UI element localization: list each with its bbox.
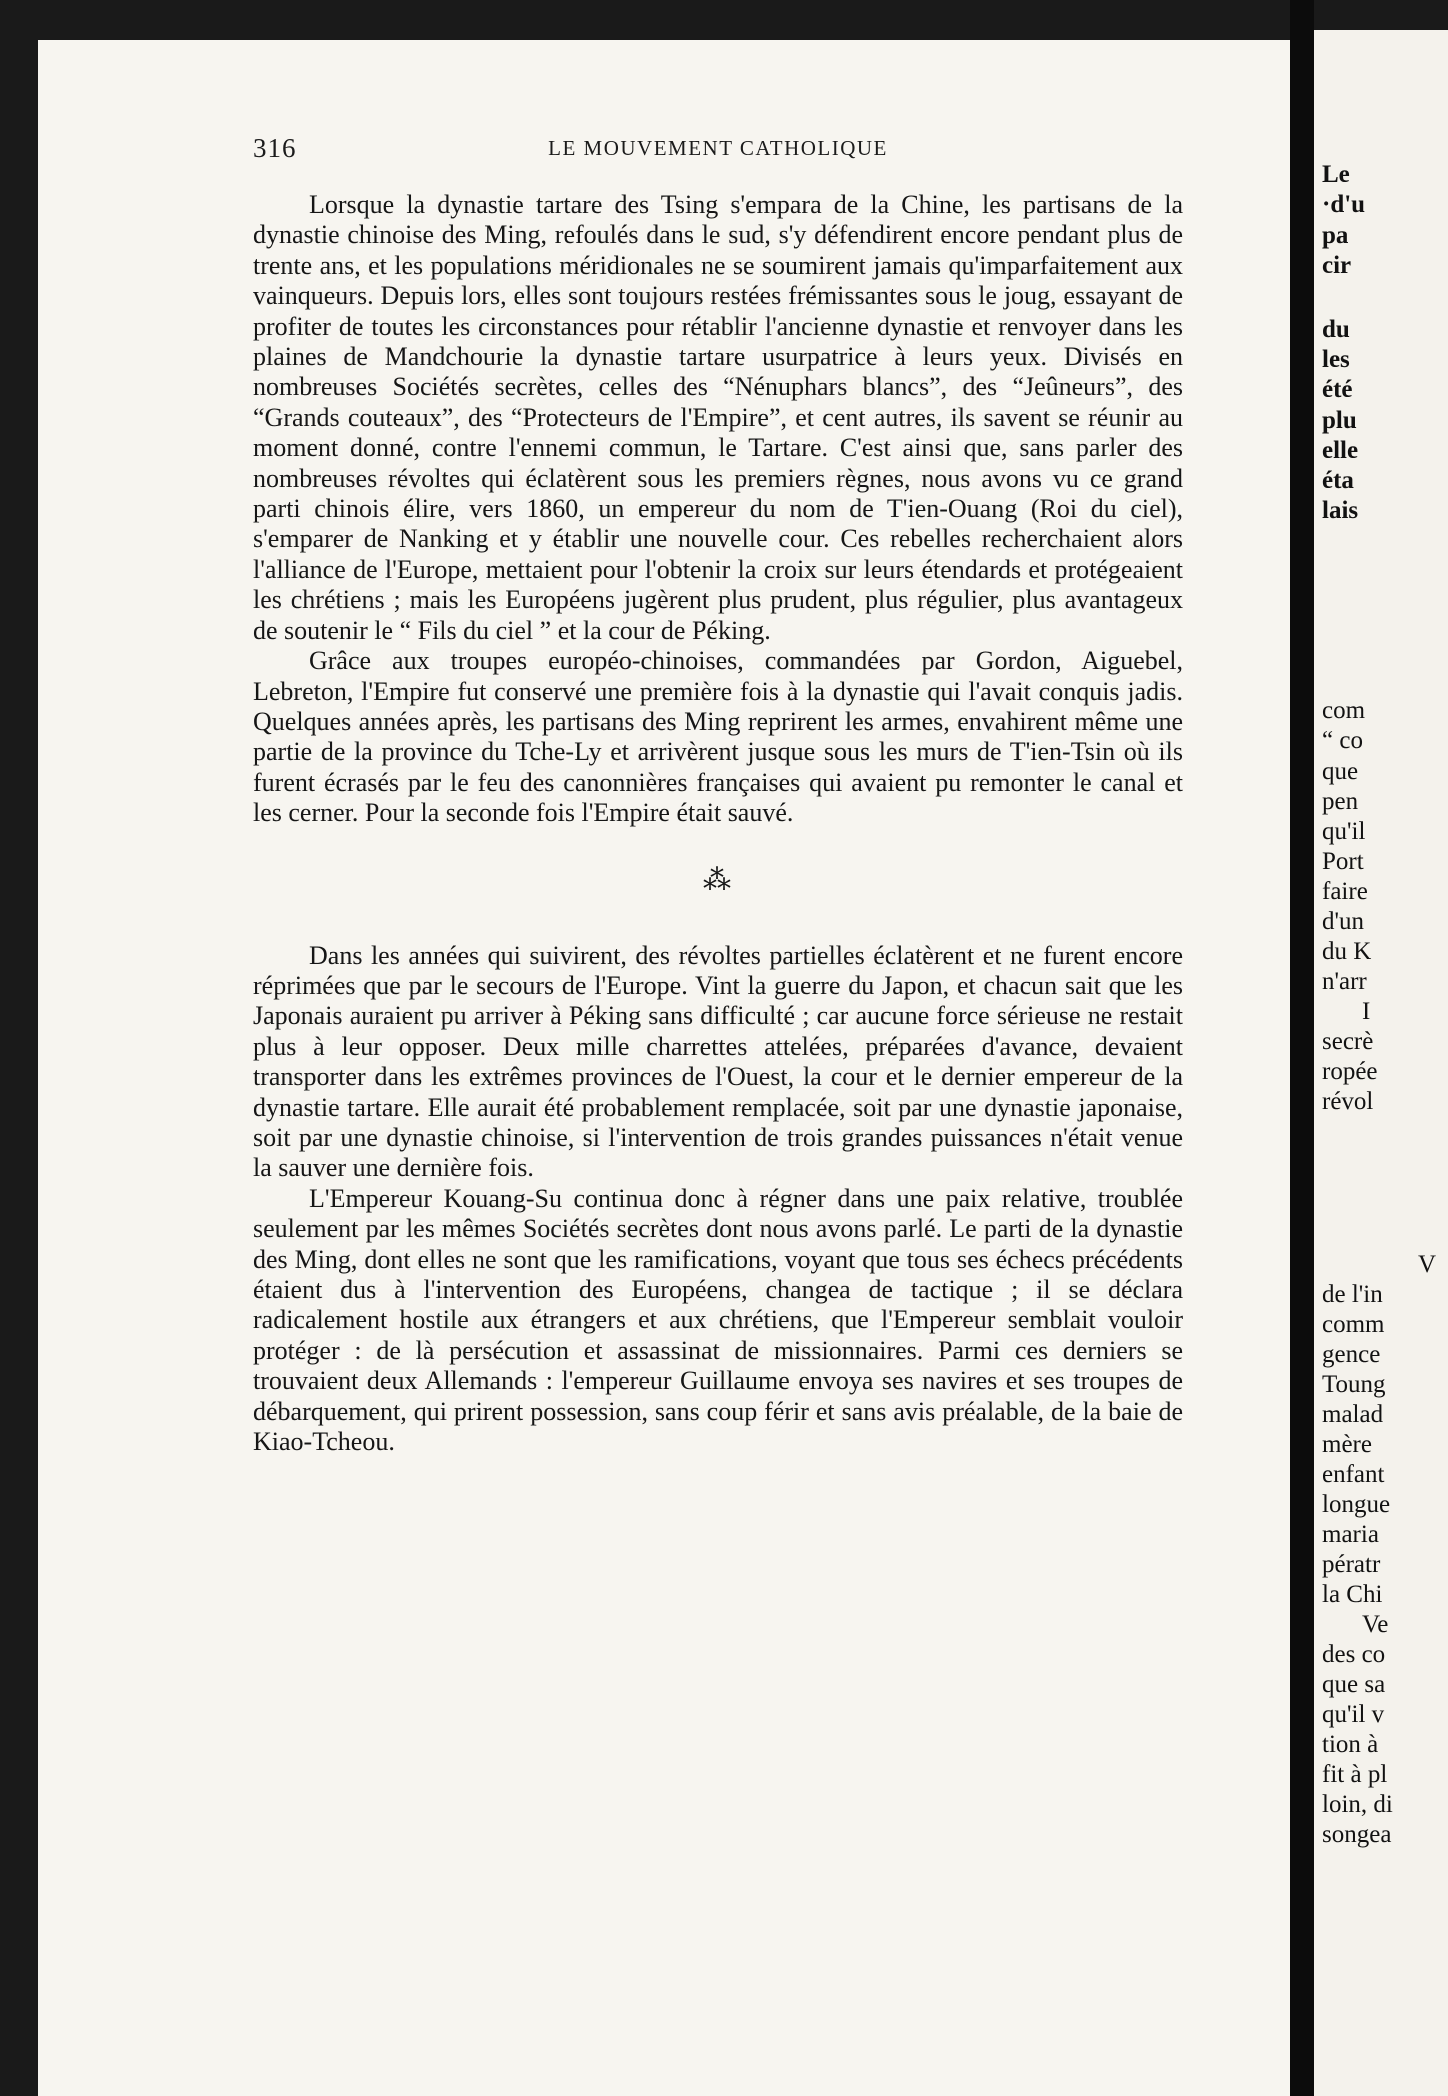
fragment-line: maria: [1322, 1521, 1379, 1548]
fragment-line: n'arr: [1322, 968, 1367, 995]
fragment-line: pératr: [1322, 1551, 1381, 1578]
fragment-line: ropée: [1322, 1058, 1378, 1085]
fragment-line: du: [1322, 316, 1350, 343]
fragment-line: gence: [1322, 1341, 1381, 1368]
fragment-line: ·d'u: [1322, 191, 1366, 218]
fragment-line: “ co: [1322, 727, 1363, 754]
fragment-line: que: [1322, 758, 1359, 785]
fragment-line: les: [1322, 346, 1350, 373]
fragment-line: fit à pl: [1322, 1761, 1388, 1788]
fragment-line: Ve: [1362, 1611, 1389, 1638]
fragment-line: pa: [1322, 222, 1349, 249]
fragment-line: de l'in: [1322, 1281, 1383, 1308]
fragment-line: qu'il: [1322, 818, 1366, 845]
page-number: 316: [253, 133, 297, 163]
book-gutter: [1290, 0, 1314, 2096]
fragment-line: I: [1362, 998, 1371, 1025]
fragment-line: pen: [1322, 788, 1359, 815]
fragment-line: loin, di: [1322, 1791, 1393, 1818]
fragment-line: des co: [1322, 1641, 1386, 1668]
fragment-line: que sa: [1322, 1671, 1386, 1698]
fragment-line: la Chi: [1322, 1581, 1383, 1608]
fragment-line: Le: [1322, 161, 1350, 188]
paragraph: Grâce aux troupes européo-chinoises, commandées par Gordon, Aiguebel, Lebreton, l'Empire fut conservé une première fois à la dynastie qui l'avait conquis jadis. Quelques années après, les partisans des Ming reprirent les armes, envahirent même une partie de la province du Tche-Ly et arrivèrent jusque sous les murs de T'ien-Tsin où ils furent écrasés par le feu des canonnières françaises qui avaient pu remonter le canal et les cerner. Pour la seconde fois l'Empire était sauvé.: [253, 646, 1183, 828]
body-text: [253, 190, 1183, 1457]
fragment-line: d'un: [1322, 908, 1365, 935]
paragraph: L'Empereur Kouang-Su continua donc à régner dans une paix relative, troublée seulement par les mêmes Sociétés secrètes dont nous avons parlé. Le parti de la dynastie des Ming, dont elles ne sont que les ramifications, voyant que tous ses échecs précédents étaient dus à l'intervention des Européens, changea de tactique ; il se déclara radicalement hostile aux étrangers et aux chrétiens, que l'Empereur semblait vouloir protéger : de là persécution et assassinat de missionnaires. Parmi ces derniers se trouvaient deux Allemands : l'empereur Guillaume envoya ses navires et ses troupes de débarquement, qui prirent possession, sans coup férir et sans avis préalable, de la baie de Kiao-Tcheou.: [253, 1183, 1183, 1457]
fragment-line: comm: [1322, 1311, 1385, 1338]
section-asterism: ⁂: [703, 865, 733, 897]
fragment-line: cir: [1322, 252, 1352, 279]
fragment-line: qu'il v: [1322, 1701, 1385, 1728]
fragment-line: V: [1418, 1251, 1437, 1278]
fragment-line: elle: [1322, 437, 1359, 464]
paragraph: Dans les années qui suivirent, des révoltes partielles éclatèrent et ne furent encore réprimées que par le secours de l'Europe. Vint la guerre du Japon, et chacun sait que les Japonais auraient pu arriver à Péking sans difficulté ; car aucune force sérieuse ne restait plus à leur opposer. Deux mille charrettes attelées, préparées d'avance, devaient transporter dans les extrêmes provinces de l'Ouest, la cour et le dernier empereur de la dynastie tartare. Elle aurait été probablement remplacée, soit par une dynastie japonaise, soit par une dynastie chinoise, si l'intervention de trois grandes puissances n'était venue la sauver une dernière fois.: [253, 940, 1183, 1183]
fragment-line: tion à: [1322, 1731, 1379, 1758]
fragment-line: secrè: [1322, 1028, 1374, 1055]
fragment-line: Toung: [1322, 1371, 1386, 1398]
fragment-line: enfant: [1322, 1461, 1385, 1488]
fragment-line: malad: [1322, 1401, 1384, 1428]
fragment-line: Port: [1322, 848, 1364, 875]
fragment-line: éta: [1322, 467, 1354, 494]
fragment-line: du K: [1322, 938, 1372, 965]
fragment-line: songea: [1322, 1821, 1392, 1848]
fragment-line: longue: [1322, 1491, 1391, 1518]
fragment-line: révol: [1322, 1088, 1374, 1115]
fragment-line: com: [1322, 697, 1366, 724]
running-head: [253, 133, 1183, 169]
fragment-line: faire: [1322, 878, 1368, 905]
fragment-line: lais: [1322, 497, 1359, 524]
facing-page: [1314, 30, 1448, 2096]
running-head-title: LE MOUVEMENT CATHOLIQUE: [548, 136, 888, 160]
fragment-line: été: [1322, 376, 1353, 403]
fragment-line: mère: [1322, 1431, 1372, 1458]
fragment-line: plu: [1322, 407, 1357, 434]
paragraph: Lorsque la dynastie tartare des Tsing s'empara de la Chine, les partisans de la dynastie chinoise des Ming, refoulés dans le sud, s'y défendirent encore pendant plus de trente ans, et les populations méridionales ne se soumirent jamais qu'imparfaitement aux vainqueurs. Depuis lors, elles sont toujours restées frémissantes sous le joug, essayant de profiter de toutes les circonstances pour rétablir l'ancienne dynastie et renvoyer dans les plaines de Mandchourie la dynastie tartare usurpatrice à leurs yeux. Divisés en nombreuses Sociétés secrètes, celles des “Nénuphars blancs”, des “Jeûneurs”, des “Grands couteaux”, des “Protecteurs de l'Empire”, et cent autres, ils savent se réunir au moment donné, contre l'ennemi commun, le Tartare. C'est ainsi que, sans parler des nombreuses révoltes qui éclatèrent sous les premiers règnes, nous avons vu ce grand parti chinois élire, vers 1860, un empereur du nom de T'ien-Ouang (Roi du ciel), s'emparer de Nanking et y établir une nouvelle cour. Ces rebelles recherchaient alors l'alliance de l'Europe, mettaient pour l'obtenir la croix sur leurs étendards et protégeaient les chrétiens ; mais les Européens jugèrent plus prudent, plus régulier, plus avantageux de soutenir le “ Fils du ciel ” et la cour de Péking.: [253, 190, 1183, 645]
